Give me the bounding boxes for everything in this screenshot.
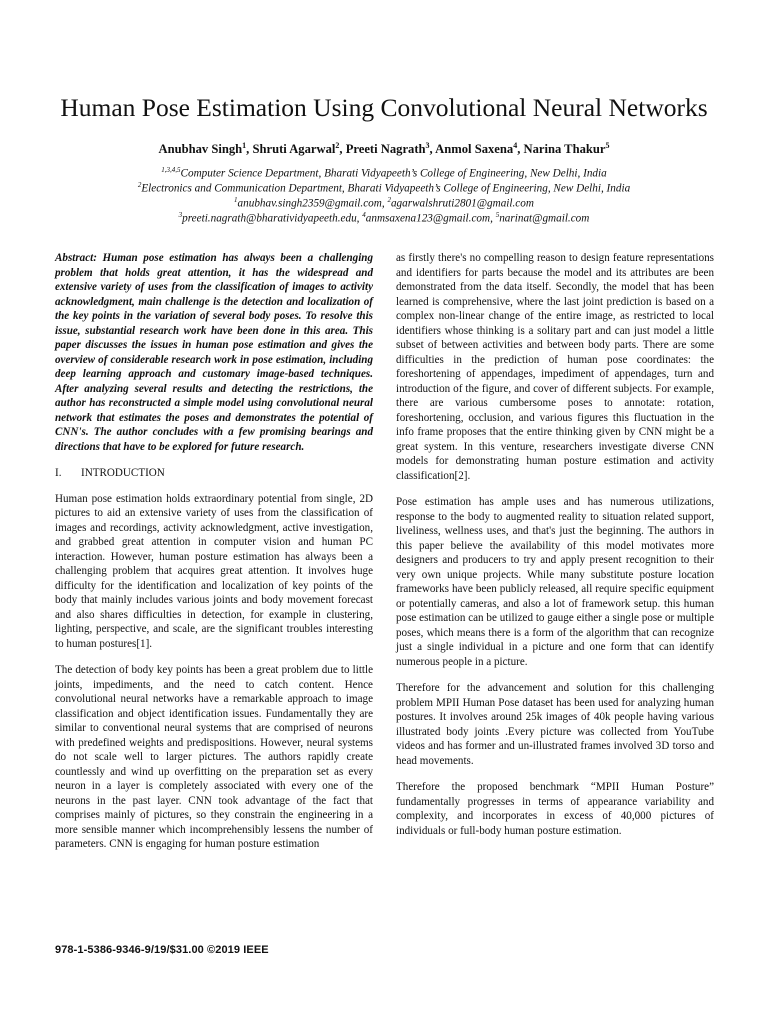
body-paragraph: as firstly there's no compelling reason to design feature representations and identifiers for parts because the model and its attributes are been demonstrated from the data itself. Secondly, the model that has been learned is comprehensive, where the last joint prediction is based on a complex non-linear change of the entire image, as restricted to local identifiers whose thinking is a solitary part and can just model a little subset of between activities and between body parts. There are some difficulties in the prediction of human pose coordinates: the foreshortening of appendages, impediment of appendages, turn and introduction of the figure, and cover of different subjects. For example, there are various cumbersome poses to annotate: rotation, foreshortening, occlusion, and various figures this fluctuation in the info frame proposes that the entire thinking given by CNN might be a great system. In this venture, researchers investigate diverse CNN models for demonstrating human posture estimation and activity classification[2]. bbox=[396, 252, 714, 482]
body-paragraph: The detection of body key points has been a great problem due to little joints, impediments, and the need to catch content. Hence convolutional neural networks have a remarkable approach to image classification and object identification issues. Fundamentally they are similar to conventional neural systems that are comprised of neurons with predefined weights and predispositions. However, neural systems do not scale well to larger pictures. The authors rapidly create countlessly and wind up overfitting on the preparation set as every neuron in a layer is completely associated with every one of the neurons in the past layer. CNN took advantage of the fact that comprises mainly of pictures, so they constrain the engineering in a more sensible manner which incomprehensibly lessens the number of parameters. CNN is engaging for human posture estimation bbox=[55, 664, 373, 850]
author-name: Preeti Nagrath bbox=[345, 142, 426, 157]
section-heading bbox=[55, 466, 373, 481]
author-name: Anmol Saxena bbox=[435, 142, 514, 157]
abstract: Abstract: Human pose estimation has always been a challenging problem that holds great attention, it has the widespread and extensive variety of uses from the classification of images to activity acknowledgment, main challenge is the detection and localization of the key points in the variation of several body poses. To resolve this issue, substantial research work have been done in this area. This paper discusses the issues in human pose estimation and gives the overview of considerable research work in pose estimation, including deep learning approach and customary image-based techniques. After analyzing several results and detecting the restrictions, the author has reconstructed a simple model using convolutional neural network that estimates the poses and demonstrates the potential of CNN's. The author concludes with a few promising bearings and directions that have to be explored for future research. bbox=[55, 252, 373, 453]
email: preeti.nagrath@bharatividyapeeth.edu, bbox=[182, 212, 363, 225]
right-column bbox=[396, 251, 714, 850]
author-name: Anubhav Singh bbox=[158, 142, 243, 157]
author-affiliation-marker: 4 bbox=[513, 141, 518, 150]
affiliation-text: Computer Science Department, Bharati Vidyapeeth’s College of Engineering, New Delhi, India bbox=[180, 167, 607, 180]
author-separator: , bbox=[517, 142, 524, 157]
email: anubhav.singh2359@gmail.com, bbox=[237, 197, 388, 210]
copyright-footer: 978-1-5386-9346-9/19/$31.00 ©2019 IEEE bbox=[55, 944, 269, 956]
email: narinat@gmail.com bbox=[499, 212, 590, 225]
affiliation-text: Electronics and Communication Department, Bharati Vidyapeeth’s College of Engineering, New Delhi, India bbox=[141, 182, 631, 195]
author-affiliation-marker: 2 bbox=[335, 141, 340, 150]
left-column bbox=[55, 251, 373, 864]
email-marker: 1 bbox=[234, 196, 238, 204]
author-affiliation-marker: 1 bbox=[242, 141, 247, 150]
author-name: Narina Thakur bbox=[523, 142, 606, 157]
affiliation-marker: 2 bbox=[137, 181, 142, 189]
email-marker: 2 bbox=[387, 196, 391, 204]
email-line-2 bbox=[0, 208, 768, 227]
email-marker: 5 bbox=[495, 211, 500, 219]
body-paragraph: Human pose estimation holds extraordinary potential from single, 2D pictures to aid an extensive variety of uses from the classification of images and recordings, activity acknowledgment, active investigation, and grabbed great attention in computer vision and human PC interaction. However, human posture estimation has always been a challenging problem that acquires great attention. It involves huge difficulty for the identification and localization of key points of the body that mainly includes various joints and body movement forecast and also shares difficulties in detection, for example in clustering, lighting, perspective, and scale, are the significant troubles interesting to human postures[1]. bbox=[55, 492, 373, 650]
author-separator: , bbox=[246, 142, 253, 157]
author-name: Shruti Agarwal bbox=[252, 142, 336, 157]
body-paragraph: Therefore the proposed benchmark “MPII Human Posture” fundamentally progresses in terms of appearance variability and complexity, and incorporates in excess of 40,000 pictures of individuals or full-body human posture estimation. bbox=[396, 781, 714, 837]
section-title: INTRODUCTION bbox=[81, 467, 165, 479]
email: anmsaxena123@gmail.com, bbox=[365, 212, 496, 225]
email-marker: 4 bbox=[362, 211, 366, 219]
affiliation-marker: 1,3,4,5 bbox=[161, 166, 181, 174]
email-marker: 3 bbox=[178, 211, 183, 219]
author-affiliation-marker: 3 bbox=[425, 141, 430, 150]
body-paragraph: Pose estimation has ample uses and has numerous utilizations, response to the body to augmented reality to situation related support, liveliness, wellness uses, and that's just the beginning. The authors in this paper believe the availability of this model motivates more designers and producers to try and apply present recognition to their very own unique projects. While many substitute posture location frameworks have been publicly released, all require specific equipment or potentially cameras, and also a lot of framework setup. this human pose estimation can be utilized to gauge either a single pose or multiple poses, which means there is a form of the algorithm that can recognize just a single individual in a picture and one form that can identify numerous people in a picture. bbox=[396, 496, 714, 668]
email: agarwalshruti2801@gmail.com bbox=[390, 197, 534, 210]
paper-title: Human Pose Estimation Using Convolutional Neural Networks bbox=[60, 93, 708, 122]
body-paragraph: Therefore for the advancement and solution for this challenging problem MPII Human Pose dataset has been used for analyzing human postures. It involves around 25k images of 40k people having various illustrated body joints .Every picture was collected from YouTube videos and has former and un-illustrated frames involved 3D torso and head movements. bbox=[396, 682, 714, 767]
author-affiliation-marker: 5 bbox=[605, 141, 610, 150]
author-separator: , bbox=[429, 142, 436, 157]
section-number: I. bbox=[55, 467, 62, 479]
author-separator: , bbox=[339, 142, 346, 157]
author-list bbox=[0, 138, 768, 157]
